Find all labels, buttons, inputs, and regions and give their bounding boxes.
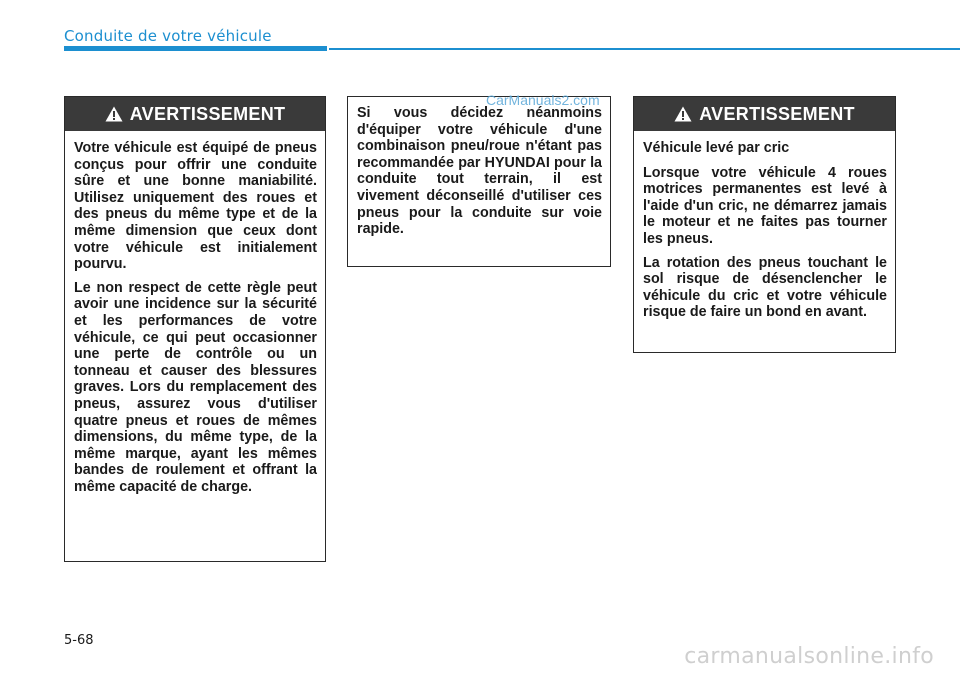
watermark-bottom: carmanualsonline.info	[684, 644, 934, 669]
warning-box-body	[634, 131, 895, 329]
continuation-paragraph: Si vous décidez néanmoins d'équiper votre véhicule d'une combinaison pneu/roue n'étant pas recommandée par HYUNDAI pour la conduite tout terrain, il est vivement déconseillé d'utiliser ces pneus pour la conduite sur voie rapide.	[357, 105, 602, 238]
header-rule-thin	[329, 48, 960, 50]
warning-paragraph: Lorsque votre véhicule 4 roues motrices permanentes est levé à l'aide d'un cric, ne démarrez jamais le moteur et ne faites pas tourner les pneus.	[643, 164, 887, 247]
warning-box-body	[65, 131, 325, 503]
warning-title: Véhicule levé par cric	[643, 140, 790, 156]
header-rule-thick	[64, 46, 327, 51]
warning-triangle-icon	[105, 106, 123, 122]
warning-box-header	[65, 97, 325, 131]
warning-paragraph: Le non respect de cette règle peut avoir une incidence sur la sécurité et les performances de votre véhicule, ce qui peut occasionner une perte de contrôle ou un tonneau et causer des blessures graves. Lors du remplacement des pneus, assurez vous d'utiliser quatre pneus et roues de mêmes dimensions, du même type, de la même marque, ayant les mêmes bandes de roulement et offrant la même capacité de charge.	[74, 279, 317, 495]
continuation-box	[347, 96, 611, 267]
warning-box-header	[634, 97, 895, 131]
warning-box-jack	[633, 96, 896, 353]
warning-heading: AVERTISSEMENT	[699, 103, 855, 124]
section-title: Conduite de votre véhicule	[64, 27, 272, 45]
continuation-box-body	[348, 97, 610, 246]
warning-paragraph: La rotation des pneus touchant le sol risque de désenclencher le véhicule du cric et votre véhicule risque de faire un bond en avant.	[643, 254, 887, 321]
watermark-top: CarManuals2.com	[486, 92, 600, 108]
warning-box-tires	[64, 96, 326, 562]
warning-paragraph: Votre véhicule est équipé de pneus conçus pour offrir une conduite sûre et une bonne maniabilité. Utilisez uniquement des roues et des pneus du même type et de la même dimension que ceux dont votre véhicule est initialement pourvu.	[74, 140, 317, 273]
warning-heading: AVERTISSEMENT	[129, 103, 286, 124]
warning-triangle-icon	[674, 106, 692, 122]
page-number: 5-68	[64, 633, 94, 648]
